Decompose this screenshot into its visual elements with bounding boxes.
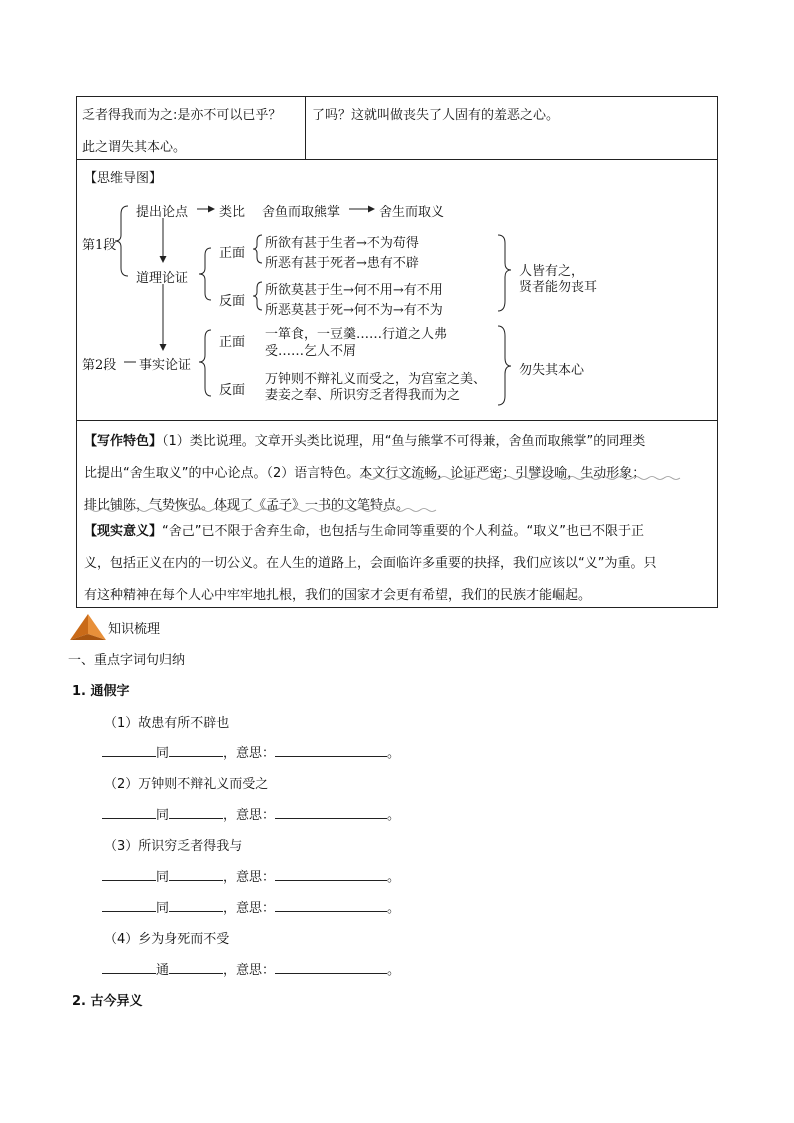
node-fanmian2: 反面 bbox=[219, 383, 246, 398]
tong-label: 通 bbox=[156, 963, 170, 978]
node-renjie1: 人皆有之， bbox=[519, 264, 585, 279]
blank-input[interactable] bbox=[169, 868, 223, 881]
end-mark: 。 bbox=[387, 870, 401, 885]
yisi-label: ，意思： bbox=[223, 870, 276, 885]
node-z1a: 所欲有甚于生者→不为苟得 bbox=[265, 236, 419, 251]
section-item2: 2. 古今异义 bbox=[72, 994, 143, 1009]
end-mark: 。 bbox=[387, 808, 401, 823]
yisi-label: ，意思： bbox=[223, 963, 276, 978]
section-heading: 知识梳理 bbox=[108, 622, 161, 637]
answer-row-4 bbox=[102, 959, 400, 978]
reality-line3: 有这种精神在每个人心中牢牢地扎根，我们的国家才会更有希望，我们的民族才能崛起。 bbox=[84, 588, 592, 603]
section-sub1: 一、重点字词句归纳 bbox=[68, 653, 186, 668]
answer-row-2 bbox=[102, 804, 400, 823]
node-f2b: 妻妾之奉、所识穷乏者得我而为之 bbox=[265, 388, 461, 403]
tong-label: 同 bbox=[156, 901, 170, 916]
node-f1a: 所欲莫甚于生→何不用→有不用 bbox=[265, 283, 443, 298]
tong-label: 同 bbox=[156, 808, 170, 823]
blank-input[interactable] bbox=[102, 868, 156, 881]
node-zhengmian1: 正面 bbox=[219, 246, 246, 261]
yisi-label: ，意思： bbox=[223, 746, 276, 761]
blank-input[interactable] bbox=[275, 744, 387, 757]
answer-row-1 bbox=[102, 742, 400, 761]
blank-input[interactable] bbox=[102, 899, 156, 912]
node-shesheng: 舍生而取义 bbox=[379, 205, 445, 220]
blank-input[interactable] bbox=[275, 899, 387, 912]
mindmap-title: 【思维导图】 bbox=[84, 171, 163, 186]
node-yuxiong: 舍鱼而取熊掌 bbox=[262, 205, 341, 220]
end-mark: 。 bbox=[387, 963, 401, 978]
blank-input[interactable] bbox=[169, 744, 223, 757]
reality-text1: “舍己”已不限于舍弃生命，也包括与生命同等重要的个人利益。“取义”也已不限于正 bbox=[162, 524, 644, 539]
node-renjie2: 贤者能勿丧耳 bbox=[519, 280, 598, 295]
blank-input[interactable] bbox=[102, 744, 156, 757]
blank-input[interactable] bbox=[275, 868, 387, 881]
blank-input[interactable] bbox=[102, 961, 156, 974]
para2-label: 第2段 bbox=[82, 358, 117, 373]
answer-row-3b bbox=[102, 897, 400, 916]
node-daoli: 道理论证 bbox=[136, 271, 189, 286]
node-z2a: 一箪食，一豆羹……行道之人弗 bbox=[265, 327, 448, 342]
blank-input[interactable] bbox=[275, 806, 387, 819]
top-left-line1: 乏者得我而为之:是亦不可以已乎？ bbox=[82, 108, 282, 123]
writing-tag: 【写作特色】 bbox=[84, 434, 163, 449]
blank-input[interactable] bbox=[169, 961, 223, 974]
node-fanmian1: 反面 bbox=[219, 294, 246, 309]
node-shishi: 事实论证 bbox=[139, 358, 192, 373]
blank-input[interactable] bbox=[102, 806, 156, 819]
section-item1: 1. 通假字 bbox=[72, 684, 130, 699]
para1-label: 第1段 bbox=[82, 238, 117, 253]
tong-label: 同 bbox=[156, 870, 170, 885]
node-f2a: 万钟则不辩礼义而受之，为宫室之美、 bbox=[265, 372, 487, 387]
writing-text1: （1）类比说理。文章开头类比说理，用“鱼与熊掌不可得兼，舍鱼而取熊掌”的同理类 bbox=[162, 434, 646, 449]
top-left-line2: 此之谓失其本心。 bbox=[82, 140, 187, 155]
question-1: （1）故患有所不辟也 bbox=[104, 716, 230, 731]
question-3: （3）所识穷乏者得我与 bbox=[104, 839, 243, 854]
writing-line2: 比提出“舍生取义”的中心论点。（2）语言特色。本文行文流畅，论证严密；引譬设喻，生动形象； bbox=[84, 466, 646, 481]
yisi-label: ，意思： bbox=[223, 808, 276, 823]
blank-input[interactable] bbox=[169, 806, 223, 819]
top-right-line1: 了吗？这就叫做丧失了人固有的羞恶之心。 bbox=[312, 108, 560, 123]
question-2: （2）万钟则不辩礼义而受之 bbox=[104, 777, 269, 792]
end-mark: 。 bbox=[387, 901, 401, 916]
reality-tag: 【现实意义】 bbox=[84, 524, 163, 539]
reality-line2: 义，包括正义在内的一切公义。在人生的道路上，会面临许多重要的抉择，我们应该以“义”为重。只 bbox=[84, 556, 657, 571]
end-mark: 。 bbox=[387, 746, 401, 761]
node-leibi: 类比 bbox=[219, 205, 246, 220]
blank-input[interactable] bbox=[275, 961, 387, 974]
writing-line3: 排比铺陈，气势恢弘。体现了《孟子》一书的文笔特点。 bbox=[84, 498, 410, 513]
blank-input[interactable] bbox=[169, 899, 223, 912]
node-zhengmian2: 正面 bbox=[219, 335, 246, 350]
question-4: （4）乡为身死而不受 bbox=[104, 932, 230, 947]
node-f1b: 所恶莫甚于死→何不为→有不为 bbox=[265, 303, 443, 318]
node-z1b: 所恶有甚于死者→患有不辟 bbox=[265, 256, 419, 271]
tong-label: 同 bbox=[156, 746, 170, 761]
node-z2b: 受……乞人不屑 bbox=[265, 344, 357, 359]
node-wushi: 勿失其本心 bbox=[519, 363, 585, 378]
node-tichu: 提出论点 bbox=[136, 205, 189, 220]
answer-row-3a bbox=[102, 866, 400, 885]
yisi-label: ，意思： bbox=[223, 901, 276, 916]
